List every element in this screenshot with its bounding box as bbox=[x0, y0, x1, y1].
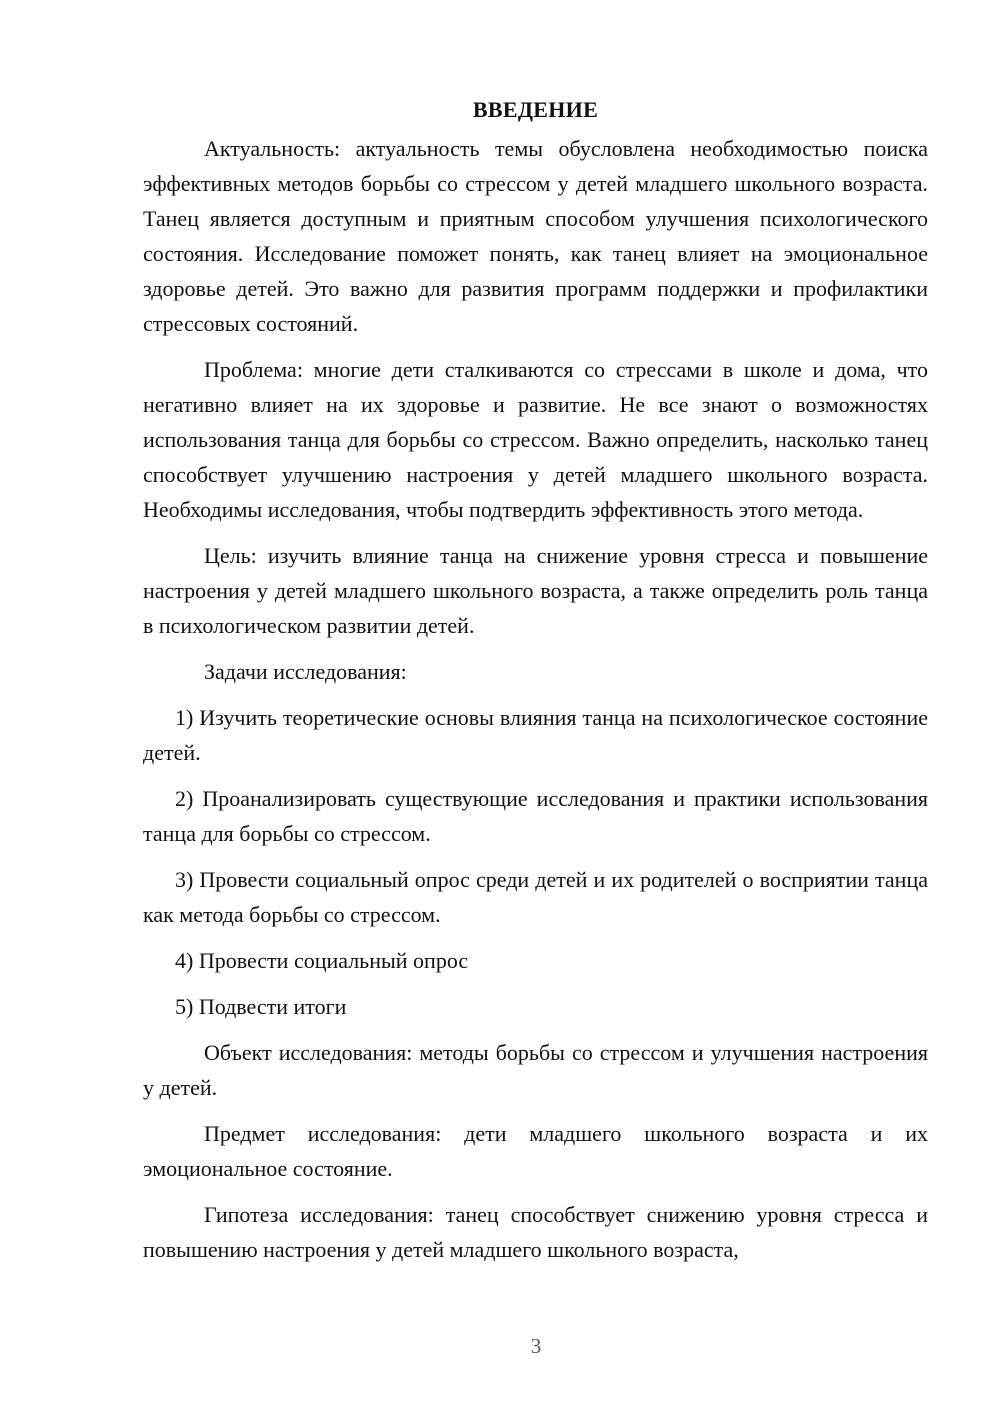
relevance-paragraph: Актуальность: актуальность темы обусловлена необходимостью поиска эффективных методов борьбы со стрессом у детей младшего школьного возраста. Танец является доступным и приятным способом улучшения психологического состояния. Исследование поможет понять, как танец влияет на эмоциональное здоровье детей. Это важно для развития программ поддержки и профилактики стрессовых состояний. bbox=[143, 136, 928, 336]
problem-paragraph: Проблема: многие дети сталкиваются со стрессами в школе и дома, что негативно влияет на их здоровье и развитие. Не все знают о возможностях использования танца для борьбы со стрессом. Важно определить, насколько танец способствует улучшению настроения у детей младшего школьного возраста. Необходимы исследования, чтобы подтвердить эффективность этого метода. bbox=[143, 357, 928, 522]
page-number: 3 bbox=[530, 1334, 542, 1358]
hypothesis-paragraph: Гипотеза исследования: танец способствует снижению уровня стресса и повышению настроения у детей младшего школьного возраста, bbox=[143, 1202, 928, 1262]
object-paragraph: Объект исследования: методы борьбы со стрессом и улучшения настроения у детей. bbox=[143, 1040, 928, 1100]
subject-paragraph: Предмет исследования: дети младшего школьного возраста и их эмоциональное состояние. bbox=[143, 1121, 928, 1181]
task-4: 4) Провести социальный опрос bbox=[175, 948, 469, 973]
task-2: 2) Проанализировать существующие исследования и практики использования танца для борьбы со стрессом. bbox=[143, 786, 928, 846]
goal-paragraph: Цель: изучить влияние танца на снижение уровня стресса и повышение настроения у детей младшего школьного возраста, а также определить роль танца в психологическом развитии детей. bbox=[143, 543, 928, 638]
task-5: 5) Подвести итоги bbox=[175, 994, 347, 1019]
page-title: ВВЕДЕНИЕ bbox=[472, 97, 599, 122]
document-page bbox=[143, 95, 928, 1278]
tasks-heading: Задачи исследования: bbox=[204, 659, 407, 684]
task-3: 3) Провести социальный опрос среди детей и их родителей о восприятии танца как метода борьбы со стрессом. bbox=[143, 867, 928, 927]
task-1: 1) Изучить теоретические основы влияния танца на психологическое состояние детей. bbox=[143, 705, 928, 765]
